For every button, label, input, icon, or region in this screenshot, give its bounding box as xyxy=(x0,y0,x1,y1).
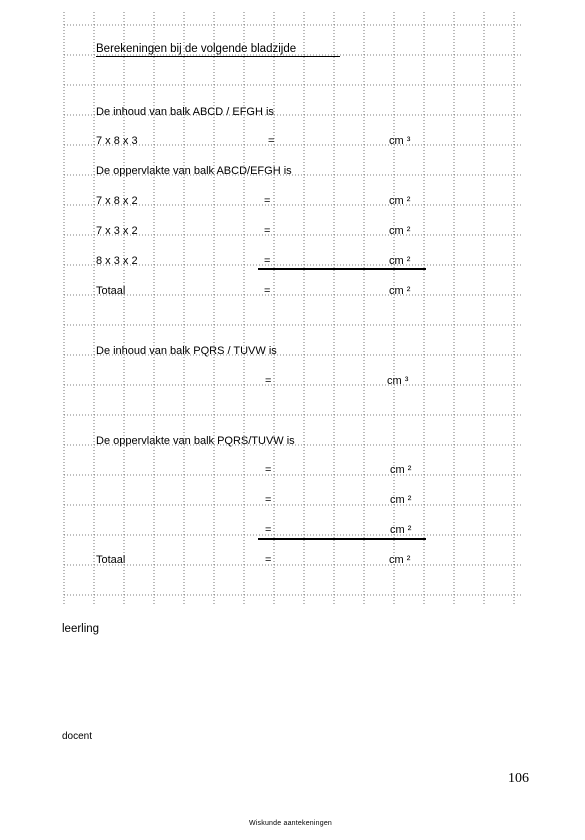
block2-row-unit: cm ² xyxy=(390,524,412,536)
block1-row-eq: = xyxy=(264,195,271,207)
block2-opp-label: De oppervlakte van balk PQRS/TUVW is xyxy=(96,435,295,447)
block1-inhoud-unit: cm ³ xyxy=(389,135,411,147)
block1-row-eq: = xyxy=(264,225,271,237)
block2-total-label: Totaal xyxy=(96,554,126,566)
heading-underline xyxy=(96,56,340,57)
block1-total-eq: = xyxy=(264,285,271,297)
block2-total-unit: cm ² xyxy=(389,554,411,566)
block2-inhoud-eq: = xyxy=(265,375,272,387)
block1-row-calc: 8 x 3 x 2 xyxy=(96,255,138,267)
block1-row-unit: cm ² xyxy=(389,225,411,237)
block2-row-eq: = xyxy=(265,524,272,536)
block1-inhoud-eq: = xyxy=(268,135,275,147)
heading: Berekeningen bij de volgende bladzijde xyxy=(96,43,297,55)
leerling-label: leerling xyxy=(62,623,100,635)
block2-inhoud-unit: cm ³ xyxy=(387,375,409,387)
block1-inhoud-calc: 7 x 8 x 3 xyxy=(96,135,138,147)
block1-total-line xyxy=(258,268,426,270)
block2-inhoud-label: De inhoud van balk PQRS / TUVW is xyxy=(96,345,277,357)
block2-row-unit: cm ² xyxy=(390,494,412,506)
page-number: 106 xyxy=(508,771,529,786)
block1-inhoud-label: De inhoud van balk ABCD / EFGH is xyxy=(96,106,274,118)
block1-total-unit: cm ² xyxy=(389,285,411,297)
block2-row-eq: = xyxy=(265,464,272,476)
block2-total-line xyxy=(258,538,426,540)
block1-row-unit: cm ² xyxy=(389,255,411,267)
footer-text: Wiskunde aantekeningen xyxy=(249,820,333,827)
block1-row-calc: 7 x 3 x 2 xyxy=(96,225,138,237)
block1-row-eq: = xyxy=(264,255,271,267)
block1-total-label: Totaal xyxy=(96,285,126,297)
block1-row-unit: cm ² xyxy=(389,195,411,207)
block1-row-calc: 7 x 8 x 2 xyxy=(96,195,138,207)
block2-row-eq: = xyxy=(265,494,272,506)
block2-total-eq: = xyxy=(265,554,272,566)
block1-opp-label: De oppervlakte van balk ABCD/EFGH is xyxy=(96,165,292,177)
docent-label: docent xyxy=(62,731,93,742)
block2-row-unit: cm ² xyxy=(390,464,412,476)
